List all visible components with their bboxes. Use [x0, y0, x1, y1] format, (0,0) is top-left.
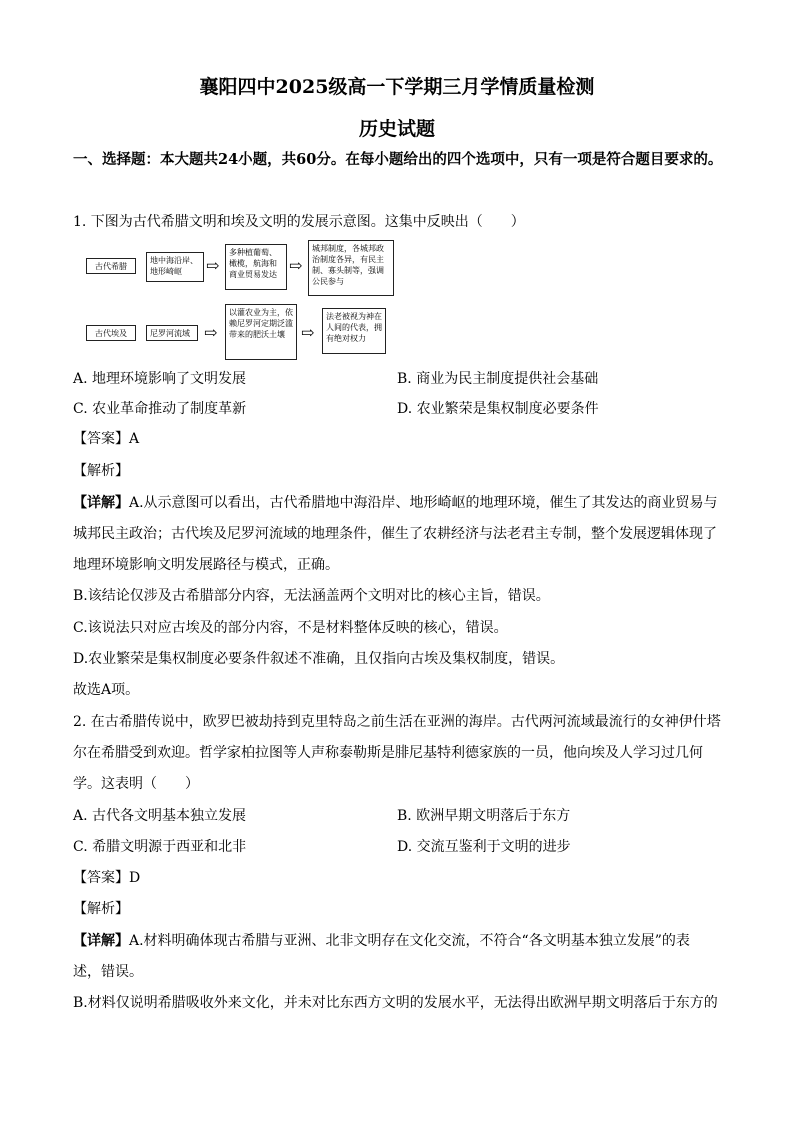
q2-stem-line: 2. 在古希腊传说中，欧罗巴被劫持到克里特岛之前生活在亚洲的海岸。古代两河流域最流行的女神伊什塔: [73, 714, 721, 730]
q1-detail-text: A.从示意图可以看出，古代希腊地中海沿岸、地形崎岖的地理环境，催生了其发达的商业贸易与: [129, 495, 718, 511]
q2-detail-text: A.材料明确体现古希腊与亚洲、北非文明存在文化交流，不符合“各文明基本独立发展”的表: [129, 933, 690, 949]
q1-option-d: D. 农业繁荣是集权制度必要条件: [397, 401, 599, 417]
q2-option-b: B. 欧洲早期文明落后于东方: [397, 808, 571, 824]
q1-detail-line: D.农业繁荣是集权制度必要条件叙述不准确，且仅指向古埃及集权制度，错误。: [73, 651, 565, 667]
q1-detail-label: 【详解】: [73, 495, 129, 511]
q2-analysis-label: 【解析】: [73, 901, 129, 917]
q2-detail-line: [73, 931, 690, 951]
q1-conclusion: 故选A项。: [73, 682, 140, 698]
q2-option-d: D. 交流互鉴利于文明的进步: [397, 839, 571, 855]
diagram-egypt-geo: 尼罗河流域: [146, 325, 198, 341]
q1-stem: 1. 下图为古代希腊文明和埃及文明的发展示意图。这集中反映出（ ）: [73, 214, 525, 230]
q2-detail-line: B.材料仅说明希腊吸收外来文化，并未对比东西方文明的发展水平，无法得出欧洲早期文明落后于东方的: [73, 995, 718, 1011]
diagram-egypt-economy: 以灌农业为主，依赖尼罗河定期泛滥带来的肥沃土壤: [225, 304, 297, 360]
diagram-greece-politics: 城邦制度，各城邦政治制度各异，有民主制、寡头制等，强调公民参与: [308, 240, 394, 296]
diagram-greece-label: 古代希腊: [86, 258, 136, 274]
q1-detail-line: B.该结论仅涉及古希腊部分内容，无法涵盖两个文明对比的核心主旨，错误。: [73, 588, 550, 604]
arrow-icon: ⇨: [289, 256, 303, 275]
q1-option-a: A. 地理环境影响了文明发展: [73, 371, 247, 387]
q2-detail-line: 述，错误。: [73, 964, 143, 980]
diagram-egypt-politics: 法老被视为神在人间的代表，拥有绝对权力: [322, 308, 386, 354]
q2-stem-line: 学。这表明（ ）: [73, 776, 199, 792]
q1-analysis-label: 【解析】: [73, 463, 129, 479]
arrow-icon: ⇨: [301, 323, 315, 342]
q2-stem-line: 尔在希腊受到欢迎。哲学家柏拉图等人声称泰勒斯是腓尼基特利德家族的一员，他向埃及人学习过几何: [73, 745, 703, 761]
q1-option-b: B. 商业为民主制度提供社会基础: [397, 371, 599, 387]
arrow-icon: ⇨: [204, 323, 218, 342]
q2-answer: 【答案】D: [73, 870, 141, 886]
q2-option-a: A. 古代各文明基本独立发展: [73, 808, 247, 824]
page-subtitle: 历史试题: [358, 118, 435, 140]
q1-detail-line: [73, 493, 718, 513]
q1-answer: 【答案】A: [73, 431, 140, 447]
q1-detail-line: C.该说法只对应古埃及的部分内容，不是材料整体反映的核心，错误。: [73, 620, 508, 636]
diagram-egypt-label: 古代埃及: [86, 325, 136, 341]
q1-diagram: [86, 240, 396, 360]
page-title: 襄阳四中2025级高一下学期三月学情质量检测: [199, 76, 595, 98]
diagram-greece-economy: 多种植葡萄、橄榄，航海和商业贸易发达: [225, 244, 287, 290]
q1-option-c: C. 农业革命推动了制度革新: [73, 401, 247, 417]
diagram-greece-geo: 地中海沿岸、地形崎岖: [146, 252, 204, 282]
q2-detail-label: 【详解】: [73, 933, 129, 949]
q2-option-c: C. 希腊文明源于西亚和北非: [73, 839, 247, 855]
q1-detail-line: 城邦民主政治；古代埃及尼罗河流域的地理条件，催生了农耕经济与法老君主专制，整个发展逻辑体现了: [73, 526, 717, 542]
arrow-icon: ⇨: [206, 256, 220, 275]
q1-detail-line: 地理环境影响文明发展路径与模式，正确。: [73, 557, 339, 573]
section-heading: 一、选择题：本大题共24小题，共60分。在每小题给出的四个选项中，只有一项是符合题目要求的。: [73, 151, 723, 168]
